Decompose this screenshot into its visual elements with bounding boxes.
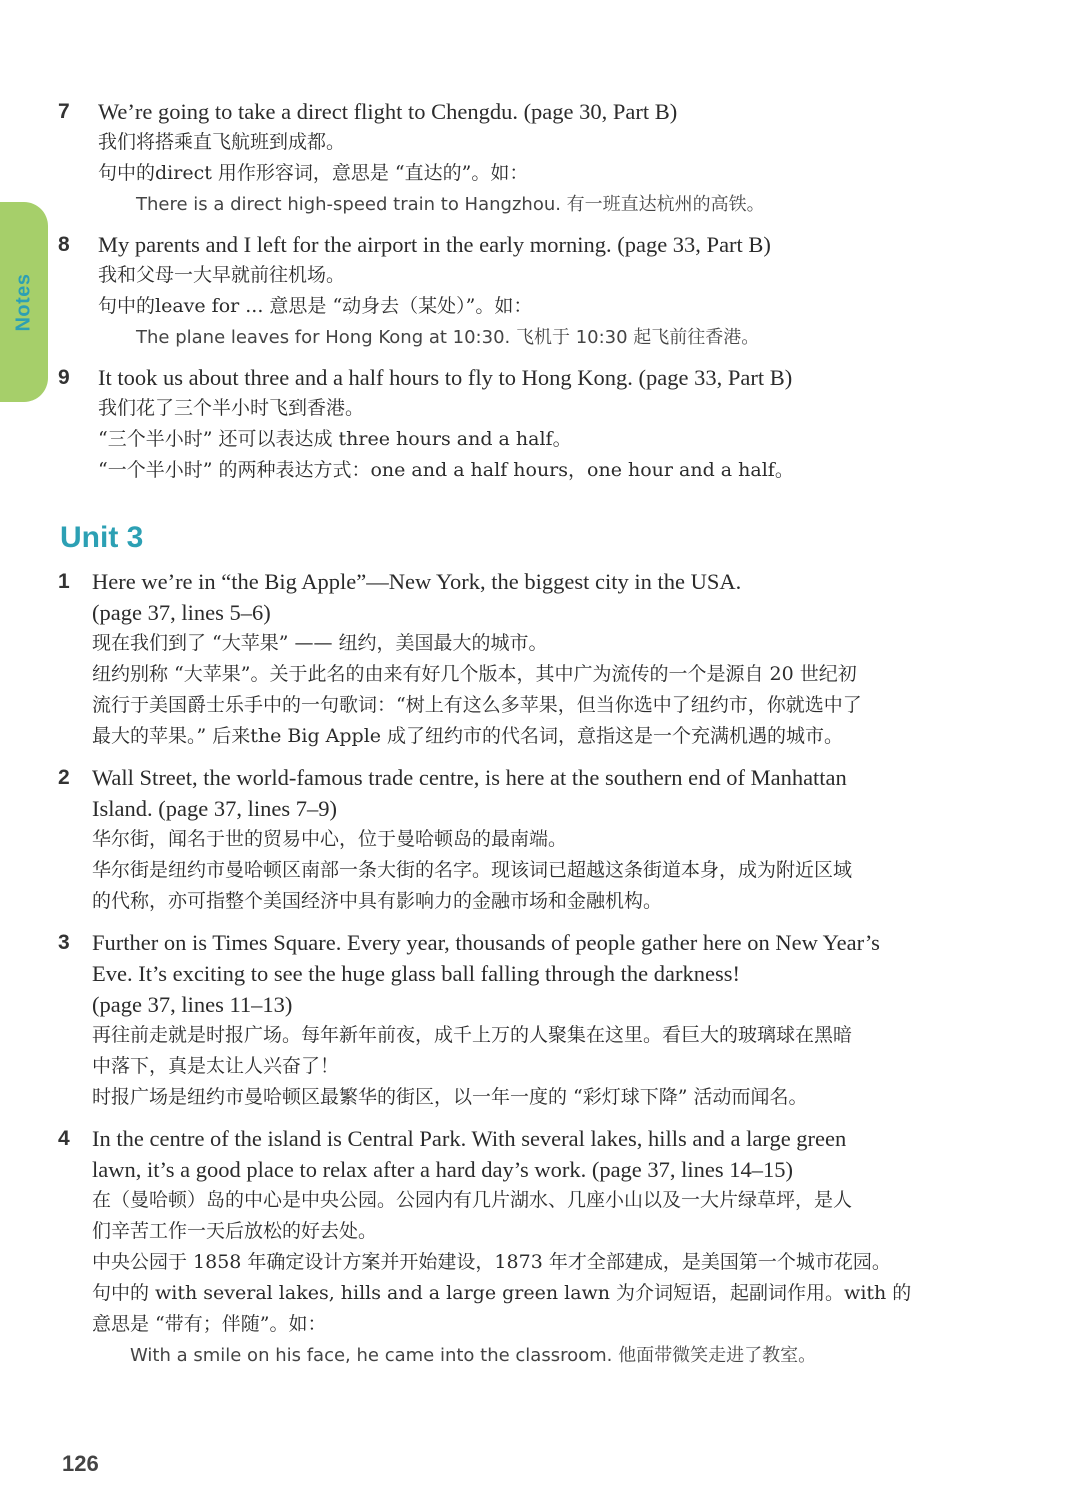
note-item (58, 566, 1033, 752)
english-sentence: My parents and I left for the airport in the early morning. (page 33, Part B) (98, 232, 771, 257)
note-number: 8 (58, 233, 70, 256)
chinese-explanation: 句中的direct 用作形容词，意思是 “直达的”。如： (98, 162, 529, 184)
note-body (92, 927, 1033, 1113)
chinese-explanation: 时报广场是纽约市曼哈顿区最繁华的街区，以一年一度的 “彩灯球下降” 活动而闻名。 (92, 1086, 808, 1108)
chinese-explanation: 意思是 “带有；伴随”。如： (92, 1313, 327, 1335)
unit3-notes-list (58, 566, 1033, 1371)
chinese-explanation: 的代称，亦可指整个美国经济中具有影响力的金融市场和金融机构。 (92, 890, 663, 912)
chinese-explanation: 华尔街，闻名于世的贸易中心，位于曼哈顿岛的最南端。 (92, 828, 568, 850)
notes-tab-label: Notes (12, 272, 35, 332)
note-number: 3 (58, 931, 70, 954)
note-number: 2 (58, 766, 70, 789)
chinese-explanation: 我们花了三个半小时飞到香港。 (98, 397, 365, 419)
chinese-explanation: 再往前走就是时报广场。每年新年前夜，成千上万的人聚集在这里。看巨大的玻璃球在黑暗 (92, 1024, 853, 1046)
english-sentence: Eve. It’s exciting to see the huge glass ball falling through the darkness! (92, 961, 740, 986)
chinese-explanation: 纽约别称 “大苹果”。关于此名的由来有好几个版本，其中广为流传的一个是源自 20 世纪初 (92, 663, 857, 685)
chinese-explanation: 句中的 with several lakes, hills and a large green lawn 为介词短语，起副词作用。with 的 (92, 1282, 912, 1304)
note-item (58, 362, 1033, 486)
note-number: 9 (58, 366, 70, 389)
chinese-explanation: “一个半小时” 的两种表达方式：one and a half hours，one hour and a half。 (98, 459, 794, 481)
english-sentence: Wall Street, the world-famous trade centre, is here at the southern end of Manhattan (92, 765, 847, 790)
page-number: 126 (62, 1451, 99, 1476)
chinese-explanation: 现在我们到了 “大苹果” —— 纽约，美国最大的城市。 (92, 632, 548, 654)
note-body (98, 362, 1033, 486)
example-sentence: The plane leaves for Hong Kong at 10:30. 飞机于 10:30 起飞前往香港。 (136, 327, 760, 348)
note-item (58, 1123, 1033, 1371)
note-number: 4 (58, 1127, 70, 1150)
example-sentence: With a smile on his face, he came into the classroom. 他面带微笑走进了教室。 (130, 1345, 817, 1366)
chinese-explanation: 句中的leave for ... 意思是 “动身去（某处）”。如： (98, 295, 533, 317)
english-sentence: Further on is Times Square. Every year, thousands of people gather here on New Year’s (92, 930, 880, 955)
note-item (58, 96, 1033, 220)
page-content (58, 96, 1033, 1371)
note-number: 7 (58, 100, 70, 123)
note-body (92, 1123, 1033, 1371)
chinese-explanation: 华尔街是纽约市曼哈顿区南部一条大街的名字。现该词已超越这条街道本身，成为附近区域 (92, 859, 853, 881)
chinese-explanation: 们辛苦工作一天后放松的好去处。 (92, 1220, 378, 1242)
english-sentence: lawn, it’s a good place to relax after a hard day’s work. (page 37, lines 14–15) (92, 1157, 794, 1182)
note-number: 1 (58, 570, 70, 593)
note-body (92, 566, 1033, 752)
english-sentence: In the centre of the island is Central Park. With several lakes, hills and a large green (92, 1126, 847, 1151)
chinese-explanation: “三个半小时” 还可以表达成 three hours and a half。 (98, 428, 572, 450)
unit2-notes-list (58, 96, 1033, 486)
chinese-explanation: 我们将搭乘直飞航班到成都。 (98, 131, 346, 153)
note-body (98, 96, 1033, 220)
note-body (98, 229, 1033, 353)
note-item (58, 927, 1033, 1113)
chinese-explanation: 流行于美国爵士乐手中的一句歌词：“树上有这么多苹果，但当你选中了纽约市，你就选中了 (92, 694, 862, 716)
note-item (58, 762, 1033, 917)
note-body (92, 762, 1033, 917)
english-sentence: We’re going to take a direct flight to Chengdu. (page 30, Part B) (98, 99, 678, 124)
unit-3-heading: Unit 3 (60, 521, 144, 554)
chinese-explanation: 我和父母一大早就前往机场。 (98, 264, 346, 286)
note-item (58, 229, 1033, 353)
chinese-explanation: 在（曼哈顿）岛的中心是中央公园。公园内有几片湖水、几座小山以及一大片绿草坪，是人 (92, 1189, 853, 1211)
english-sentence: Island. (page 37, lines 7–9) (92, 796, 337, 821)
chinese-explanation: 中落下，真是太让人兴奋了！ (92, 1055, 340, 1077)
english-sentence: (page 37, lines 5–6) (92, 600, 271, 625)
notes-side-tab (0, 202, 48, 402)
english-sentence: (page 37, lines 11–13) (92, 992, 293, 1017)
example-sentence: There is a direct high-speed train to Hangzhou. 有一班直达杭州的高铁。 (136, 194, 765, 215)
chinese-explanation: 中央公园于 1858 年确定设计方案并开始建设，1873 年才全部建成，是美国第一个城市花园。 (92, 1251, 891, 1273)
chinese-explanation: 最大的苹果。” 后来the Big Apple 成了纽约市的代名词，意指这是一个充满机遇的城市。 (92, 725, 844, 747)
english-sentence: Here we’re in “the Big Apple”—New York, the biggest city in the USA. (92, 569, 742, 594)
english-sentence: It took us about three and a half hours to fly to Hong Kong. (page 33, Part B) (98, 365, 793, 390)
